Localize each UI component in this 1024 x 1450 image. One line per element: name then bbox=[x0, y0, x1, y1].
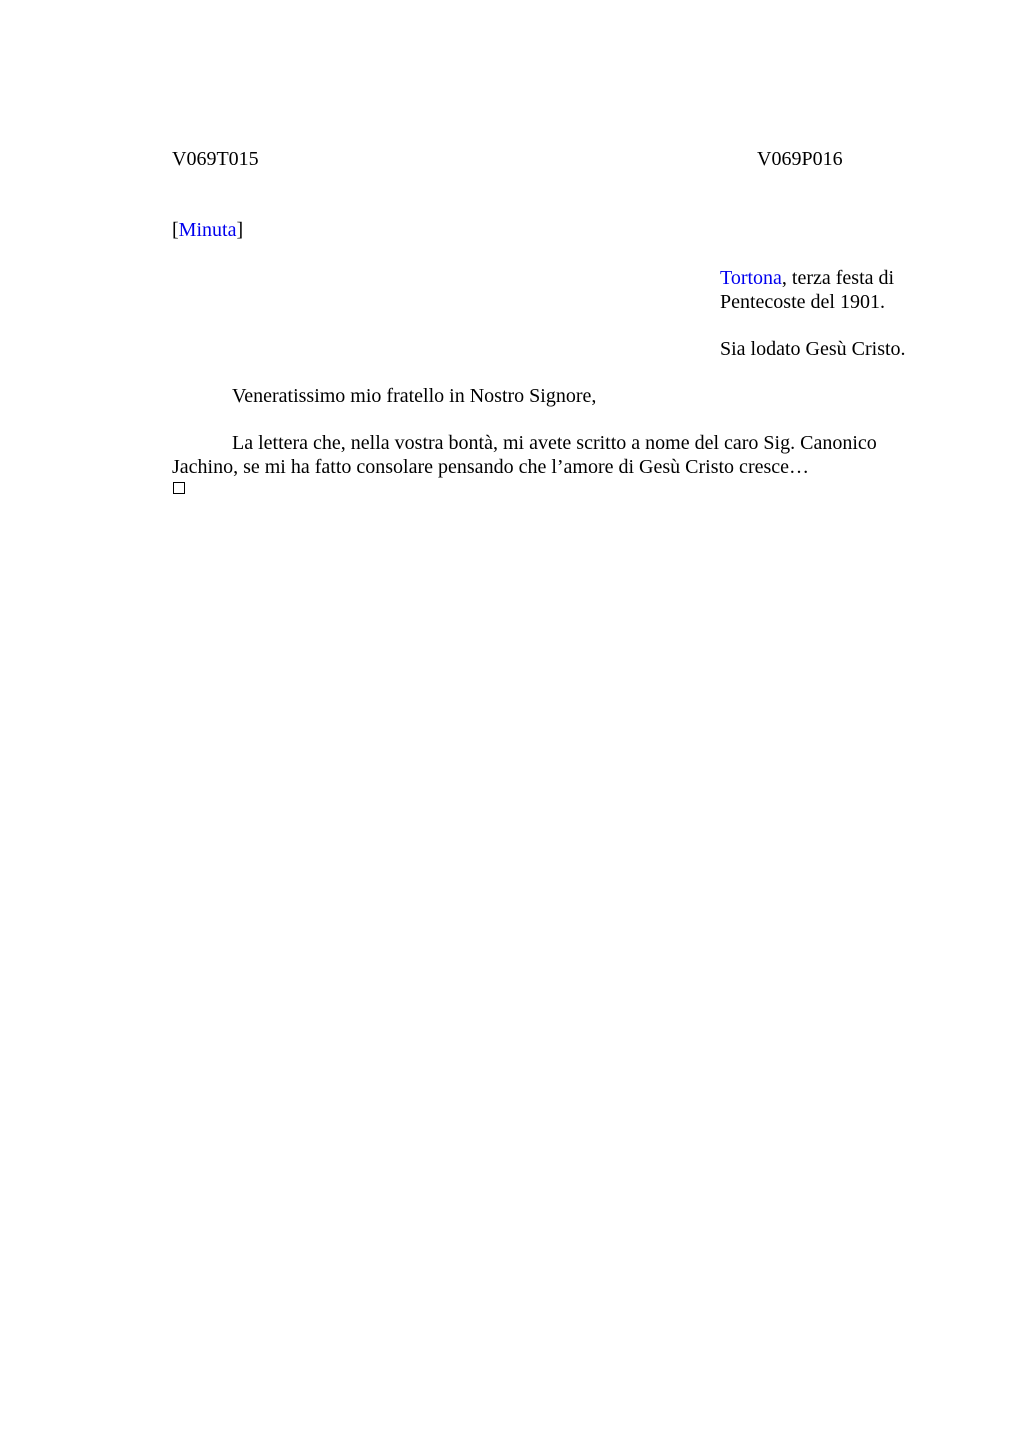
document-reference-left: V069T015 bbox=[172, 148, 259, 170]
praise-line: Sia lodato Gesù Cristo. bbox=[720, 338, 906, 360]
salutation: Veneratissimo mio fratello in Nostro Signore, bbox=[232, 385, 597, 407]
close-bracket: ] bbox=[236, 219, 244, 241]
dateline-text: , terza festa di Pentecoste del 1901. bbox=[720, 267, 895, 313]
place-link[interactable]: Tortona bbox=[720, 267, 782, 289]
body-paragraph: La lettera che, nella vostra bontà, mi avete scritto a nome del caro Sig. Canonico Jachino, se mi ha fatto consolare pensando che l’amore di Gesù Cristo cresce… bbox=[172, 432, 877, 478]
dateline bbox=[720, 266, 920, 314]
document-reference-right: V069P016 bbox=[757, 148, 843, 170]
draft-label bbox=[172, 218, 243, 242]
minuta-link[interactable]: Minuta bbox=[178, 219, 237, 241]
end-marker-icon bbox=[173, 482, 185, 494]
open-bracket: [ bbox=[172, 219, 179, 241]
